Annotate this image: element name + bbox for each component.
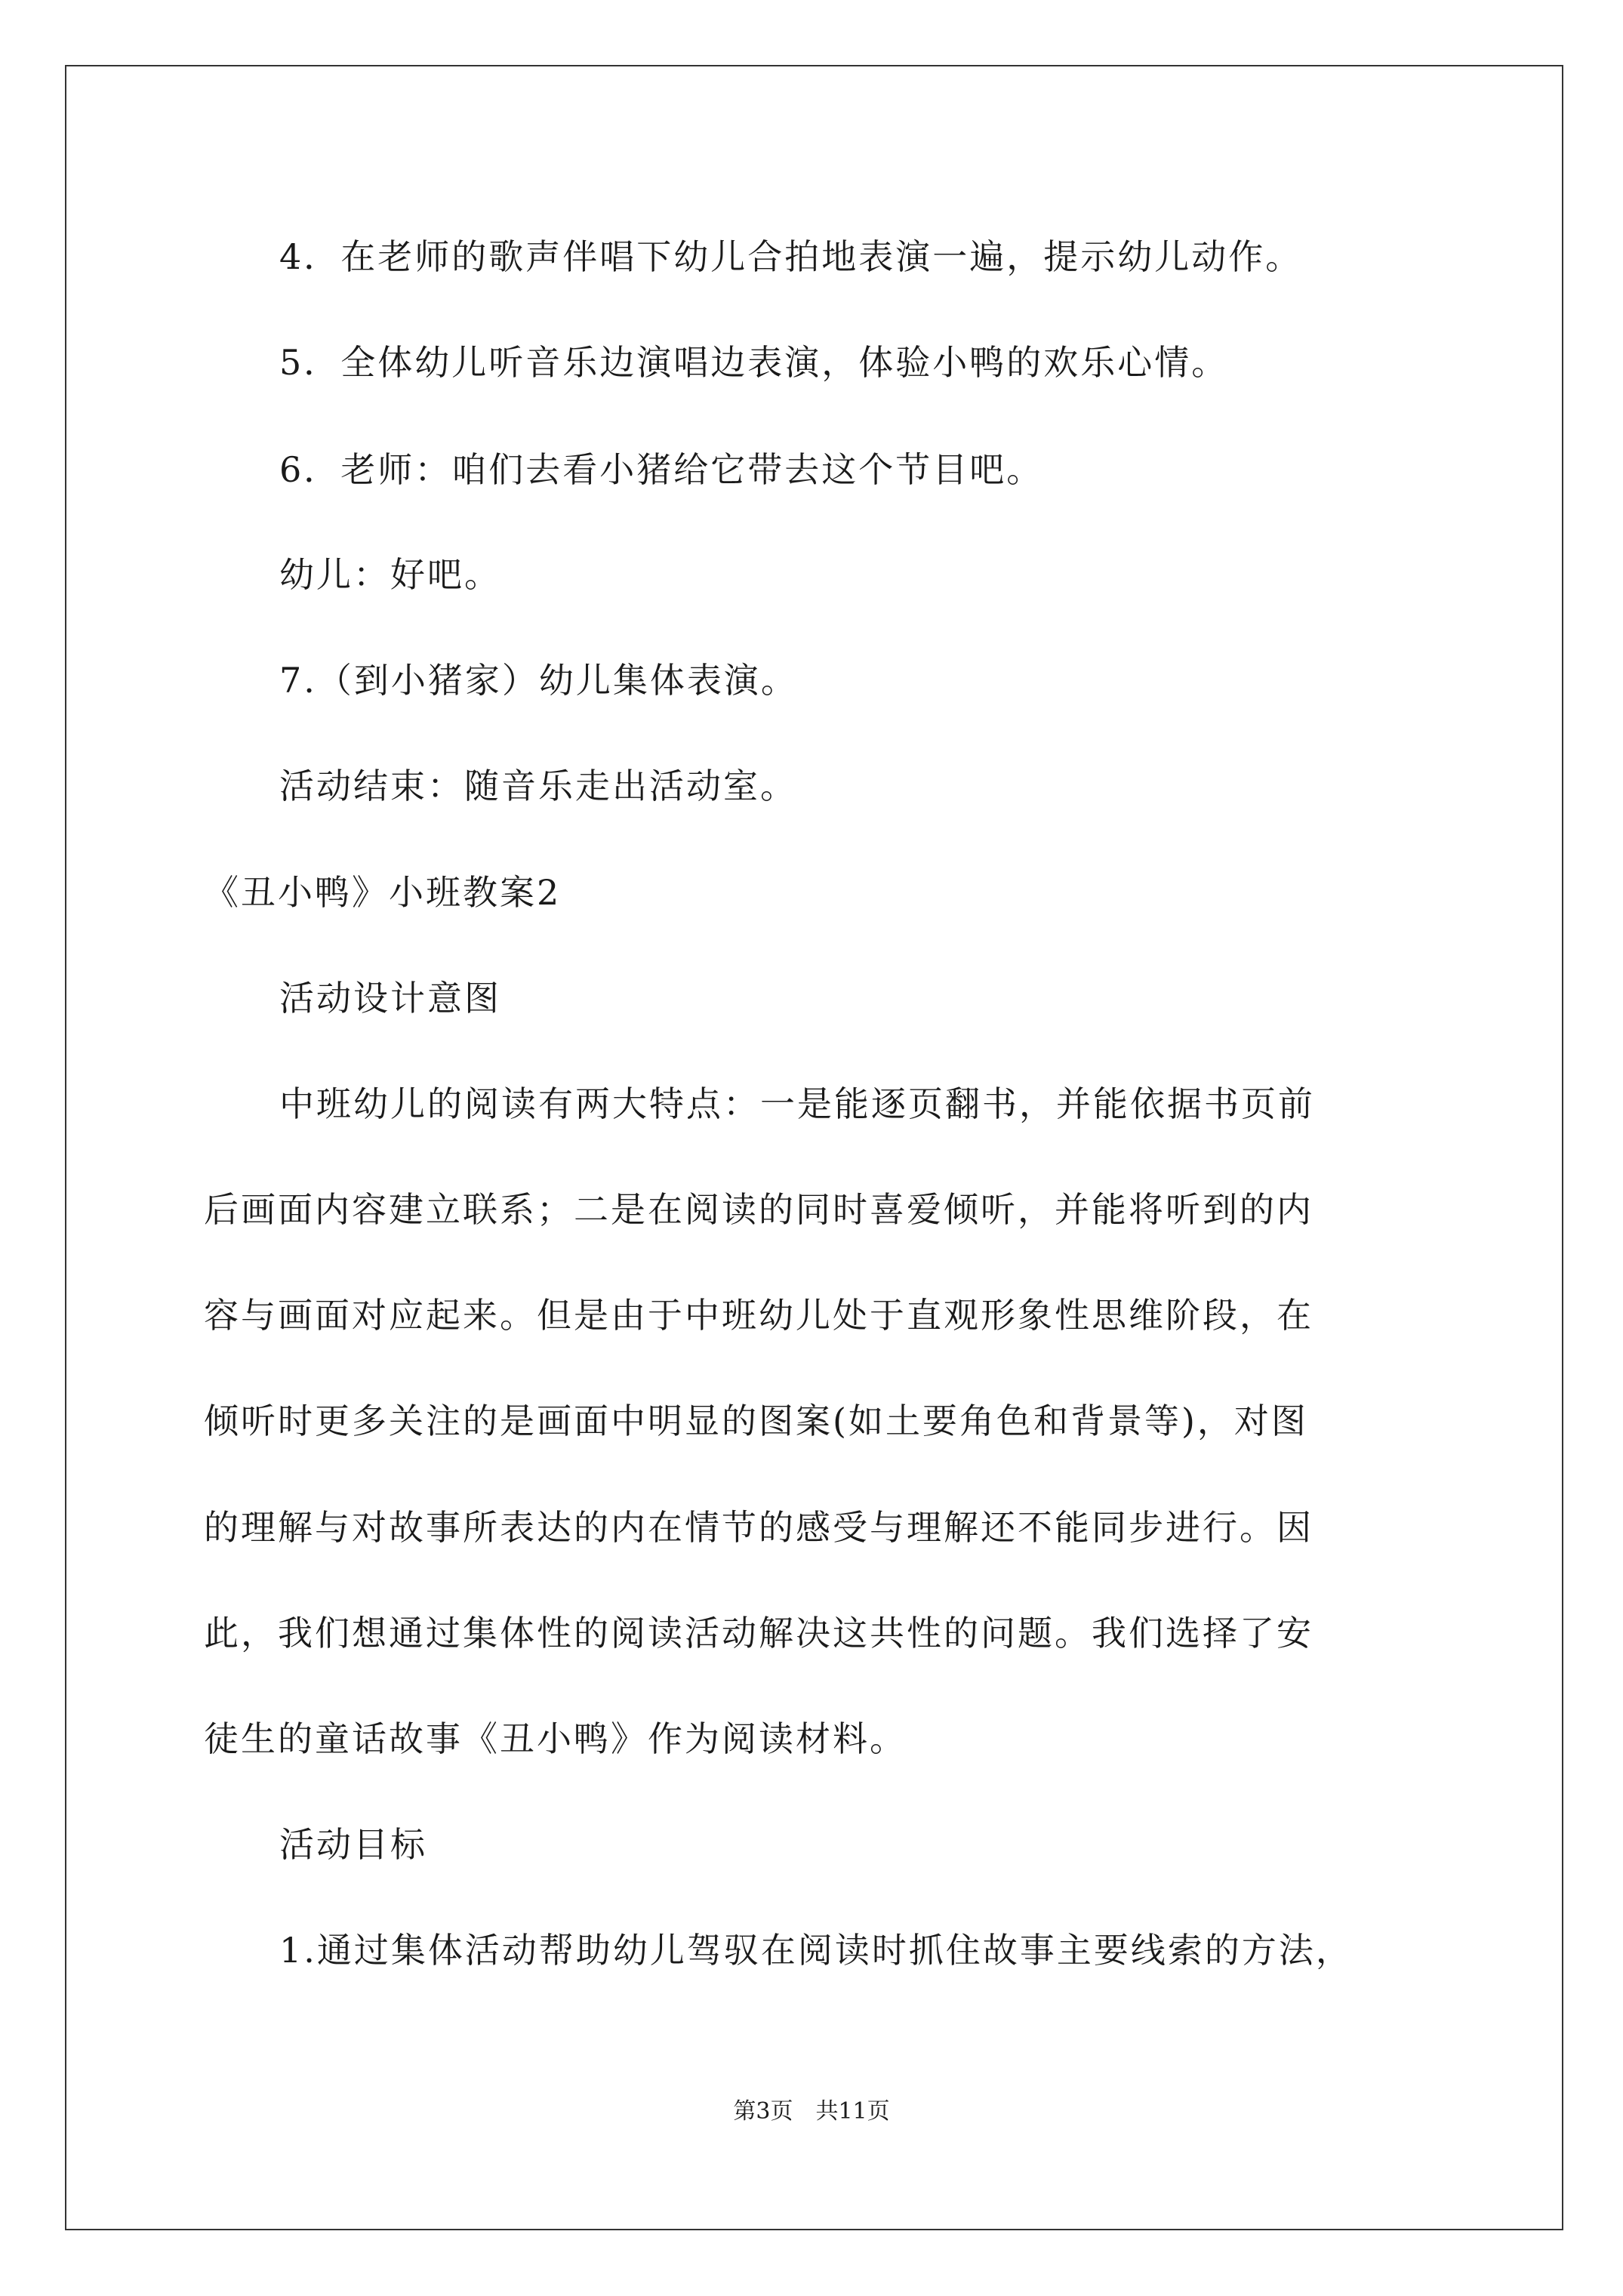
- text-line: 1.通过集体活动帮助幼儿驾驭在阅读时抓住故事主要线索的方法，: [279, 1930, 1353, 1971]
- text-line: 7.（到小猪家）幼儿集体表演。: [279, 660, 798, 701]
- text-line: 6．老师：咱们去看小猪给它带去这个节目吧。: [279, 449, 1044, 490]
- subheading: 活动目标: [279, 1824, 427, 1865]
- text-line: 4．在老师的歌声伴唱下幼儿合拍地表演一遍，提示幼儿动作。: [279, 236, 1303, 277]
- text-line: 容与画面对应起来。但是由于中班幼儿处于直观形象性思维阶段，在: [204, 1295, 1313, 1336]
- page-number: 第3页 共11页: [733, 2098, 890, 2125]
- page-border: [65, 65, 1563, 2230]
- text-line: 的理解与对故事所表达的内在情节的感受与理解还不能同步进行。因: [204, 1507, 1313, 1548]
- subheading: 活动设计意图: [279, 978, 501, 1019]
- section-heading: 《丑小鸭》小班教案2: [204, 872, 562, 913]
- text-line: 5．全体幼儿听音乐边演唱边表演，体验小鸭的欢乐心情。: [279, 342, 1229, 383]
- text-line: 徒生的童话故事《丑小鸭》作为阅读材料。: [204, 1718, 907, 1759]
- text-line: 后画面内容建立联系；二是在阅读的同时喜爱倾听，并能将听到的内: [204, 1189, 1313, 1230]
- text-line: 幼儿：好吧。: [279, 554, 501, 595]
- text-line: 活动结束：随音乐走出活动室。: [279, 766, 797, 806]
- text-line: 倾听时更多关注的是画面中明显的图案(如土要角色和背景等)，对图: [204, 1401, 1308, 1441]
- text-line: 此，我们想通过集体性的阅读活动解决这共性的问题。我们选择了安: [204, 1613, 1313, 1653]
- text-line: 中班幼儿的阅读有两大特点：一是能逐页翻书，并能依据书页前: [279, 1083, 1315, 1124]
